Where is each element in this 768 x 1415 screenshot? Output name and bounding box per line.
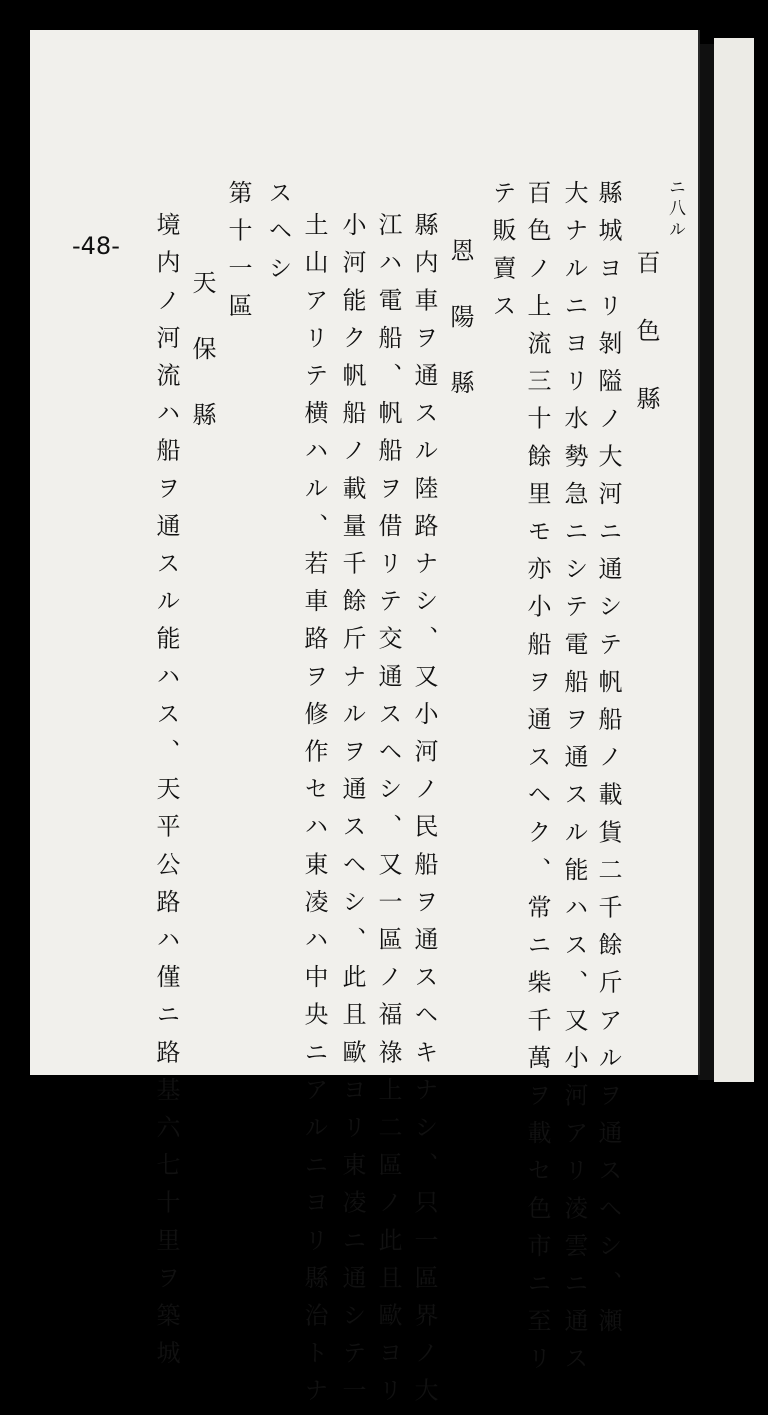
section-heading-tianbao: 天保縣	[188, 270, 216, 468]
running-header: ニ八ル	[665, 178, 685, 241]
document-page	[30, 30, 700, 1415]
text-line: テ販賣ス	[488, 180, 516, 331]
text-line: 大ナルニヨリ水勢急ニシテ電船ヲ通スル能ハス、又小河アリ淩雲ニ通ス	[560, 180, 588, 1384]
facing-page-edge	[714, 38, 754, 1082]
text-line: 江ハ電船、帆船ヲ借リテ交通スヘシ、又一區ノ福祿上二區ノ此且歐ヨリ	[374, 212, 402, 1415]
text-line: 土山アリテ横ハル、若車路ヲ修作セハ東凌ハ中央ニアルニヨリ縣治トナ	[300, 212, 328, 1415]
section-heading-enyang: 恩陽縣	[446, 238, 474, 436]
page-number: -48-	[72, 232, 120, 260]
district-heading: 第十一區	[224, 180, 252, 331]
text-line: 境内ノ河流ハ船ヲ通スル能ハス、天平公路ハ僅ニ路基六七十里ヲ築城	[152, 212, 180, 1378]
page-spine-shadow	[698, 44, 714, 1080]
text-line: 百色ノ上流三十餘里モ亦小船ヲ通スヘク、常ニ柴千萬ヲ載セ色市ニ至リ	[523, 180, 551, 1384]
text-line: 縣城ヨリ剝隘ノ大河ニ通シテ帆船ノ載貨二千餘斤アルヲ通スヘシ、瀬	[594, 180, 622, 1346]
section-heading-baise: 百色縣	[632, 250, 660, 454]
text-line: 縣内車ヲ通スル陸路ナシ、又小河ノ民船ヲ通スヘキナシ、只一區界ノ大	[410, 212, 438, 1415]
text-line: スヘシ	[264, 180, 292, 293]
text-line: 小河能ク帆船ノ載量千餘斤ナルヲ通スヘシ、此且歐ヨリ東凌ニ通シテ一	[338, 212, 366, 1415]
